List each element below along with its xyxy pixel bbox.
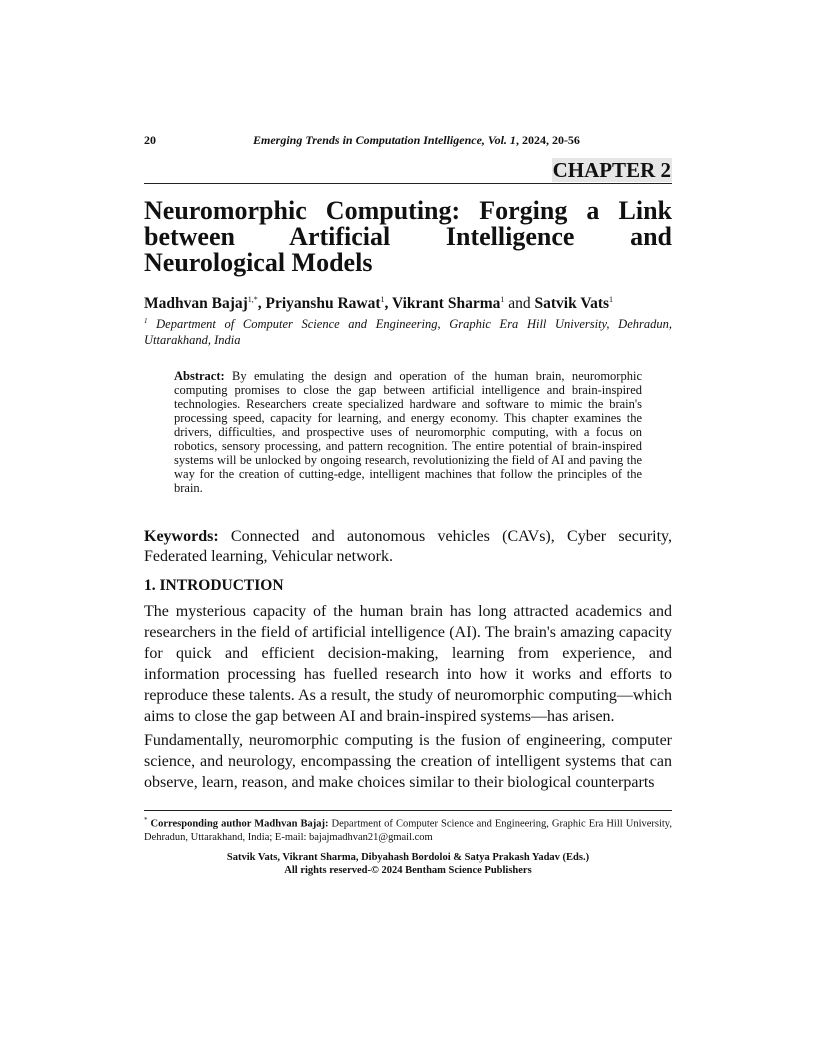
author-separator: , <box>257 295 266 313</box>
author-name: Madhvan Bajaj <box>144 295 248 313</box>
author-separator: , <box>384 295 392 313</box>
author-name: Vikrant Sharma <box>392 295 501 313</box>
author-affil-mark: 1,* <box>247 295 258 304</box>
author-affil-mark: 1 <box>500 295 505 304</box>
abstract <box>174 369 642 495</box>
chapter-label-box <box>144 158 672 182</box>
copyright-line: All rights reserved-© 2024 Bentham Science Publishers <box>284 864 532 876</box>
affiliation <box>144 313 672 348</box>
chapter-title: Neuromorphic Computing: Forging a Link between Artificial Intelligence and Neurological Models <box>144 196 672 277</box>
section-heading: 1. INTRODUCTION <box>144 577 284 594</box>
footnote-mark: * <box>144 816 148 824</box>
author-affil-mark: 1 <box>380 295 385 304</box>
journal-year-pages: , 2024, 20-56 <box>515 133 580 147</box>
footnote-text: Department of Computer Science and Engineering, Graphic Era Hill University, Dehradun, Uttarakhand, India; E-mail: bajajmadhvan21@gmail.com <box>144 818 673 843</box>
affiliation-mark: 1 <box>144 317 148 325</box>
author-affil-mark: 1 <box>609 295 614 304</box>
author-name: Satvik Vats <box>534 295 610 313</box>
abstract-text: By emulating the design and operation of the human brain, neuromorphic computing promises to close the gap between artificial intelligence and brain-inspired technologies. Researchers create specialized hardware and software to mimic the brain's processing speed, capacity for learning, and energy economy. This chapter examines the drivers, difficulties, and prospective uses of neuromorphic computing, with a focus on robotics, sensory processing, and pattern recognition. The entire potential of brain-inspired systems will be unlocked by ongoing research, revolutionizing the field of AI and paving the way for the creation of cutting-edge, intelligent machines that follow the principles of the brain. <box>174 369 642 495</box>
journal-citation <box>253 133 580 148</box>
journal-name: Emerging Trends in Computation Intelligence, Vol. 1 <box>253 133 516 147</box>
footnote <box>144 814 672 845</box>
author-separator: and <box>504 295 535 313</box>
body-paragraph: Fundamentally, neuromorphic computing is the fusion of engineering, computer science, and neurology, encompassing the creation of intelligent systems that can observe, learn, reason, and make choices similar to their biological counterparts <box>144 732 672 791</box>
footnote-label: Corresponding author Madhvan Bajaj: <box>147 818 329 830</box>
chapter-label: CHAPTER 2 <box>552 158 671 182</box>
header-divider <box>144 183 672 184</box>
keywords-label: Keywords: <box>144 528 219 545</box>
publisher-block <box>144 852 672 877</box>
body-paragraph: The mysterious capacity of the human brain has long attracted academics and researchers in the field of artificial intelligence (AI). The brain's amazing capacity for quick and efficient decision-making, learning from experience, and information processing has fuelled research into how it works and efforts to reproduce these talents. As a result, the study of neuromorphic computing—which aims to close the gap between AI and brain-inspired systems—has arisen. <box>144 603 672 725</box>
author-list <box>144 290 672 314</box>
keywords-text: Connected and autonomous vehicles (CAVs), Cyber security, Federated learning, Vehicular network. <box>144 528 672 565</box>
abstract-label: Abstract: <box>174 369 225 383</box>
affiliation-text: Department of Computer Science and Engineering, Graphic Era Hill University, Dehradun, Uttarakhand, India <box>144 317 672 348</box>
author-name: Priyanshu Rawat <box>265 295 381 313</box>
footnote-divider <box>144 810 672 811</box>
editors-line: Satvik Vats, Vikrant Sharma, Dibyahash Bordoloi & Satya Prakash Yadav (Eds.) <box>226 852 590 863</box>
keywords <box>144 527 672 567</box>
page-number: 20 <box>144 133 156 147</box>
